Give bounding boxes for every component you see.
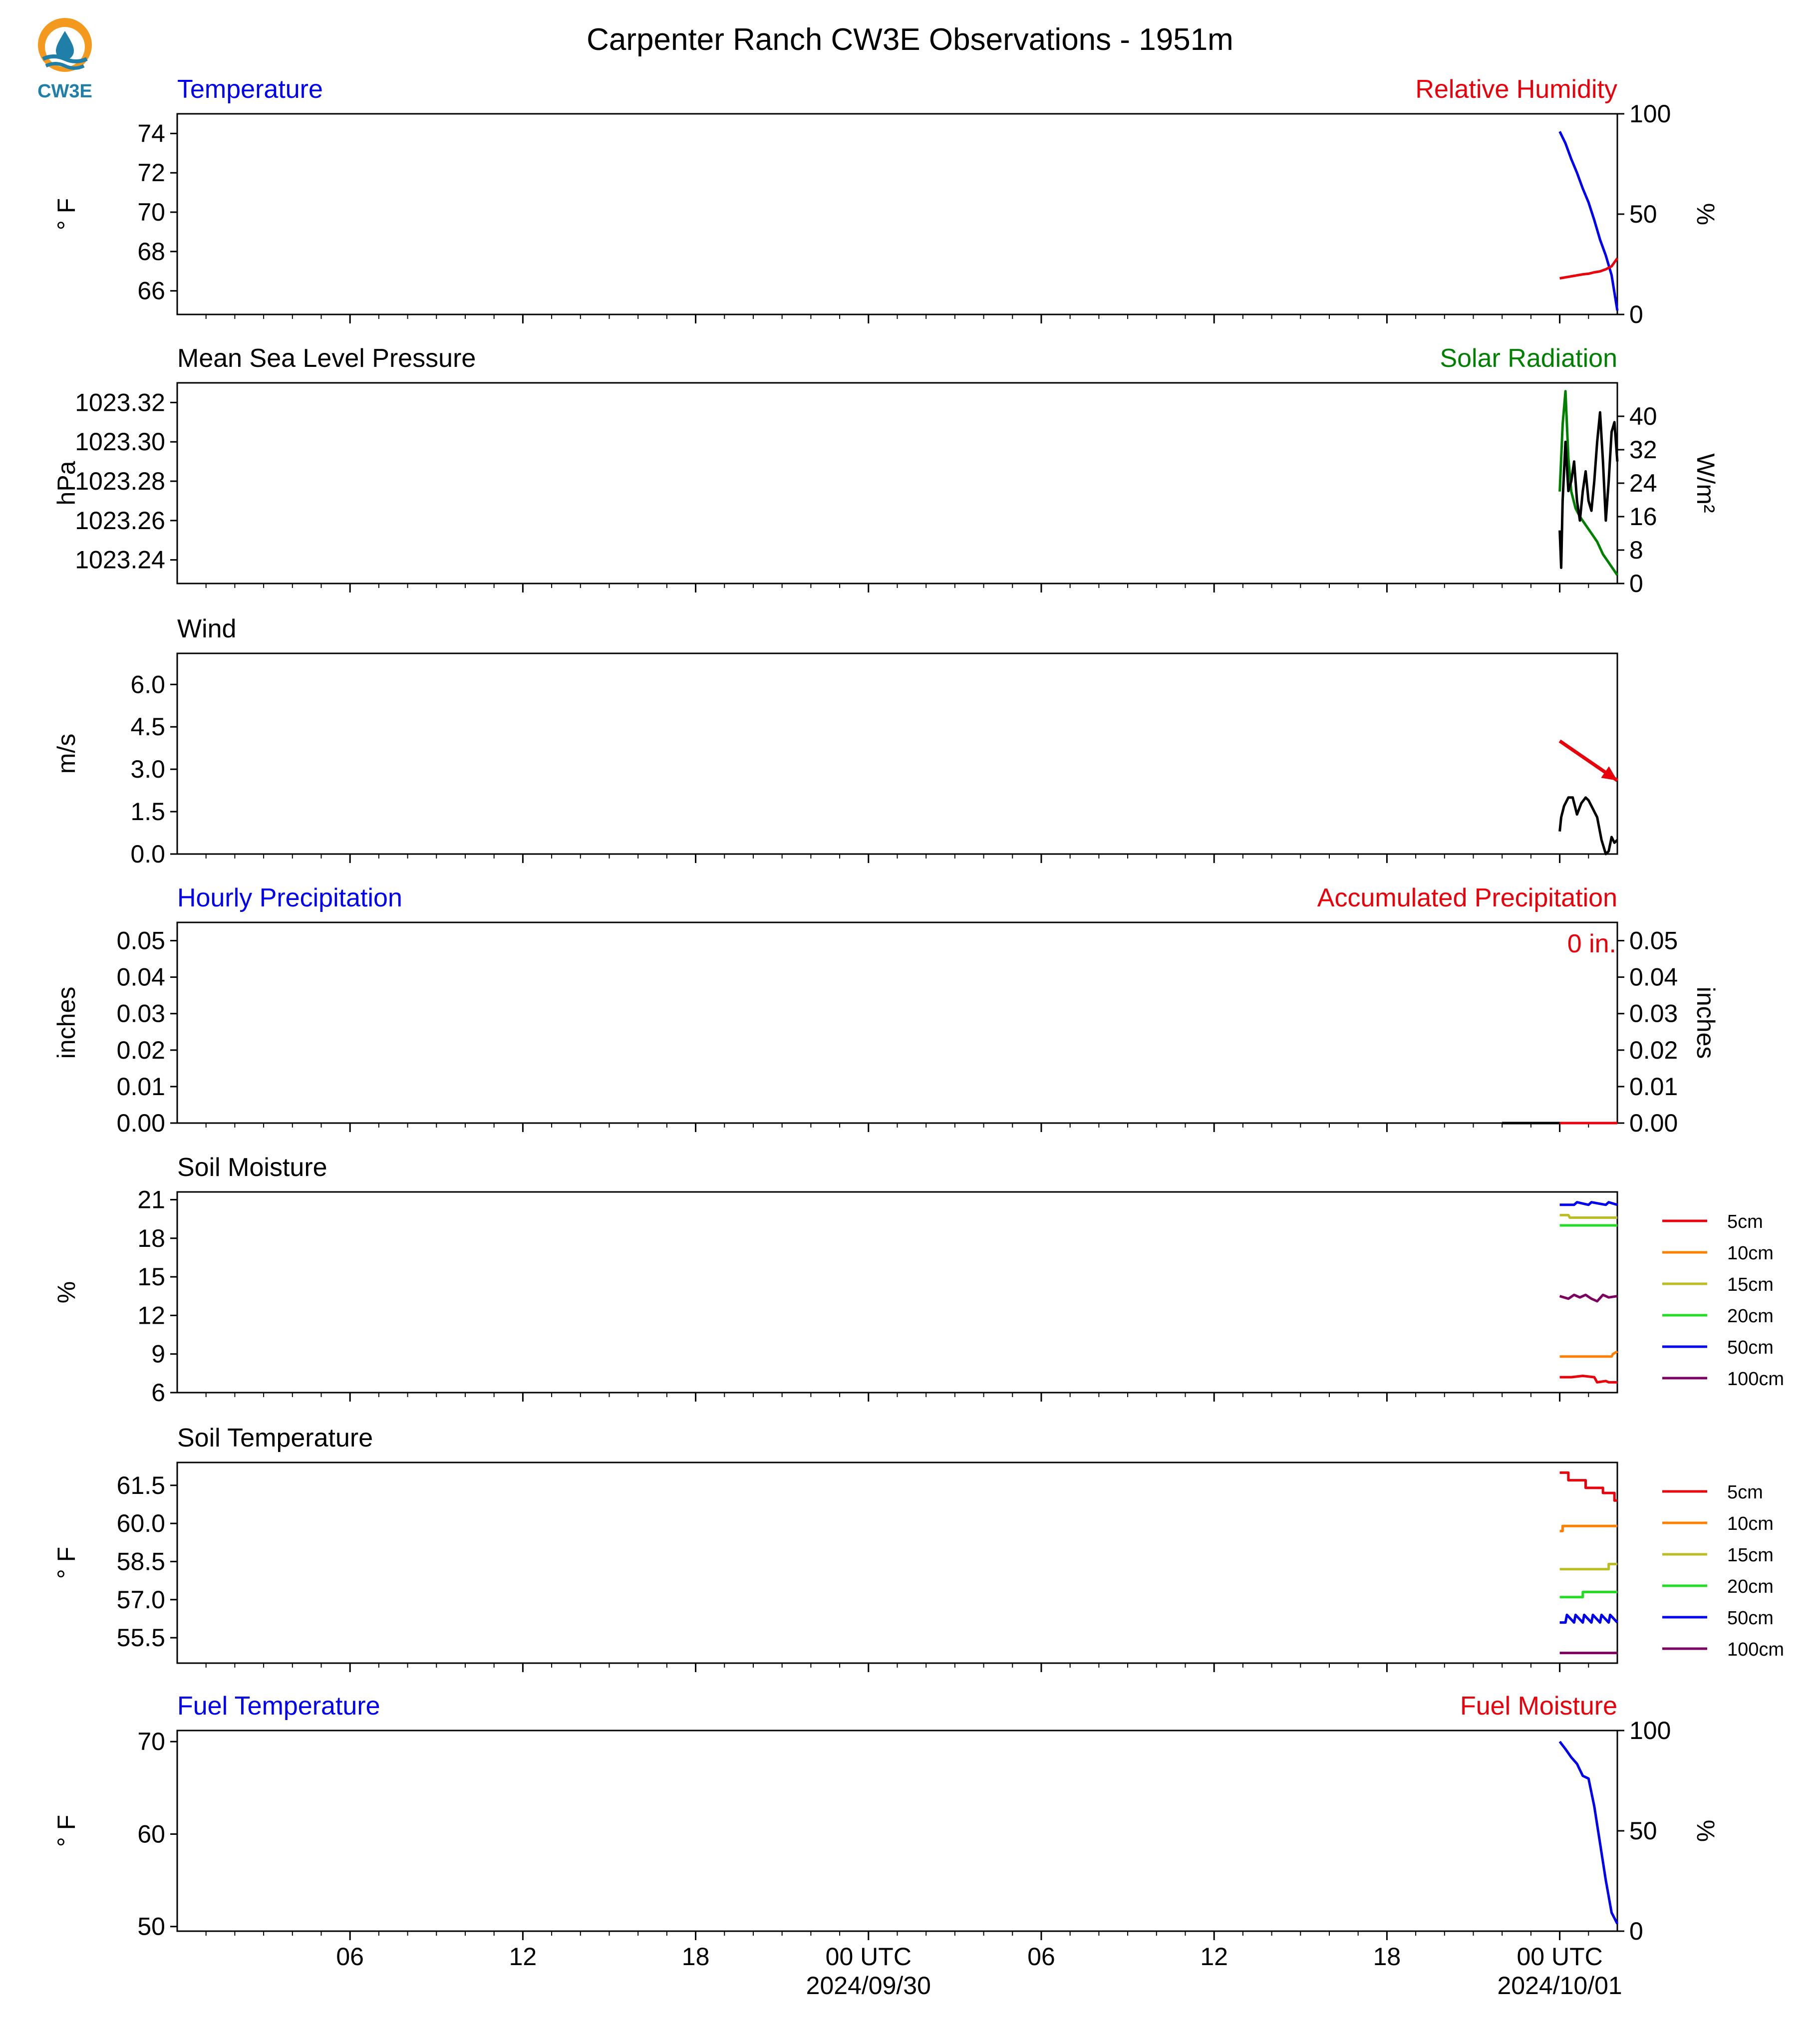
series-50cm	[1560, 1202, 1617, 1205]
y-tick-label: 3.0	[130, 755, 165, 784]
series-15cm	[1560, 1215, 1617, 1217]
legend-label: 5cm	[1727, 1211, 1763, 1232]
series-5cm	[1560, 1376, 1617, 1383]
y-tick-label: 1023.32	[75, 388, 165, 417]
y2-axis-label: W/m²	[1692, 453, 1720, 513]
y-tick-label: 21	[137, 1185, 165, 1214]
y-axis-label: inches	[52, 986, 80, 1059]
x-tick-label: 06	[1027, 1943, 1055, 1971]
legend-label: 100cm	[1727, 1639, 1785, 1660]
y2-tick-label: 50	[1629, 1817, 1657, 1845]
legend-label: 10cm	[1727, 1513, 1774, 1534]
y-tick-label: 6.0	[130, 670, 165, 699]
legend-label: 10cm	[1727, 1243, 1774, 1264]
y-tick-label: 15	[137, 1263, 165, 1291]
panel-title-right: Solar Radiation	[1440, 344, 1617, 373]
plot-frame	[177, 383, 1617, 583]
plot-frame	[177, 1731, 1617, 1931]
legend-label: 50cm	[1727, 1337, 1774, 1358]
panel-title-left: Hourly Precipitation	[177, 883, 402, 912]
panel-title-left: Mean Sea Level Pressure	[177, 344, 476, 373]
cw3e-logo	[37, 18, 92, 102]
y2-tick-label: 40	[1629, 402, 1657, 430]
panel-soil_temp	[52, 1424, 1784, 1672]
y-tick-label: 0.05	[116, 926, 165, 955]
y2-tick-label: 100	[1629, 100, 1671, 128]
x-tick-label: 12	[1200, 1943, 1228, 1971]
legend-label: 5cm	[1727, 1482, 1763, 1503]
y-tick-label: 0.0	[130, 840, 165, 868]
plot-frame	[177, 1192, 1617, 1393]
x-tick-label: 12	[509, 1943, 537, 1971]
legend-label: 20cm	[1727, 1306, 1774, 1327]
legend-label: 50cm	[1727, 1608, 1774, 1629]
panel-title-left: Soil Moisture	[177, 1153, 327, 1182]
panel-title-left: Fuel Temperature	[177, 1692, 380, 1721]
y2-tick-label: 50	[1629, 200, 1657, 228]
y2-axis-label: %	[1692, 203, 1720, 226]
plot-frame	[177, 1462, 1617, 1663]
series-20cm	[1560, 1592, 1617, 1597]
series-15cm	[1560, 1564, 1617, 1569]
panel-wind	[52, 614, 1617, 868]
panel-title-left: Soil Temperature	[177, 1424, 373, 1452]
y-tick-label: 1023.28	[75, 467, 165, 496]
y2-tick-label: 100	[1629, 1717, 1671, 1744]
figure-title: Carpenter Ranch CW3E Observations - 1951m	[587, 22, 1233, 57]
x-date-label: 2024/09/30	[806, 1972, 931, 2000]
y-tick-label: 70	[137, 198, 165, 227]
y-tick-label: 55.5	[116, 1624, 165, 1652]
series-fuel-temperature	[1560, 1741, 1617, 1924]
series-wind-speed	[1560, 798, 1617, 854]
y2-axis-label: %	[1692, 1819, 1720, 1842]
series-temperature	[1560, 132, 1617, 311]
panel-precip	[52, 883, 1720, 1137]
y-tick-label: 60	[137, 1820, 165, 1848]
legend-label: 15cm	[1727, 1274, 1774, 1295]
y2-tick-label: 8	[1629, 536, 1643, 564]
y-tick-label: 0.03	[116, 999, 165, 1028]
y-tick-label: 50	[137, 1912, 165, 1941]
panel-title-right: Accumulated Precipitation	[1317, 883, 1617, 912]
y-tick-label: 18	[137, 1224, 165, 1252]
y2-tick-label: 24	[1629, 469, 1657, 497]
y2-tick-label: 0	[1629, 1917, 1643, 1945]
y-tick-label: 72	[137, 159, 165, 187]
y-tick-label: 57.0	[116, 1585, 165, 1614]
y-tick-label: 0.02	[116, 1036, 165, 1064]
y-tick-label: 4.5	[130, 713, 165, 741]
wind-arrow-head	[1601, 766, 1617, 781]
y2-tick-label: 16	[1629, 503, 1657, 531]
series-10cm	[1560, 1352, 1617, 1357]
y-axis-label: ° F	[52, 198, 80, 231]
cw3e-logo-icon	[38, 18, 92, 72]
y2-tick-label: 0	[1629, 570, 1643, 597]
y2-tick-label: 0.03	[1629, 999, 1678, 1028]
y-tick-label: 6	[151, 1379, 165, 1407]
x-tick-label: 06	[336, 1943, 364, 1971]
y-tick-label: 12	[137, 1301, 165, 1330]
y2-tick-label: 0.04	[1629, 963, 1678, 991]
y-tick-label: 68	[137, 237, 165, 266]
panel-title-left: Wind	[177, 614, 237, 643]
logo-text: CW3E	[37, 81, 92, 102]
y-tick-label: 66	[137, 277, 165, 305]
panel-title-left: Temperature	[177, 75, 323, 104]
y-axis-label: ° F	[52, 1546, 80, 1579]
panel-pressure_solar	[52, 344, 1720, 597]
plot-frame	[177, 114, 1617, 314]
y2-axis-label: inches	[1692, 986, 1720, 1059]
y2-tick-label: 0.00	[1629, 1109, 1678, 1137]
y-tick-label: 0.00	[116, 1109, 165, 1137]
y-axis-label: %	[52, 1281, 80, 1304]
y-axis-label: hPa	[52, 461, 80, 506]
x-tick-label: 00 UTC	[825, 1943, 911, 1971]
legend-label: 15cm	[1727, 1545, 1774, 1566]
y2-tick-label: 32	[1629, 436, 1657, 464]
series-50cm	[1560, 1615, 1617, 1622]
y-tick-label: 1.5	[130, 798, 165, 826]
accumulated-total-label: 0 in.	[1567, 929, 1616, 958]
y-tick-label: 1023.24	[75, 546, 165, 574]
y-tick-label: 0.04	[116, 963, 165, 991]
legend-label: 100cm	[1727, 1369, 1785, 1390]
y-tick-label: 58.5	[116, 1547, 165, 1576]
x-date-label: 2024/10/01	[1497, 1972, 1622, 2000]
y-tick-label: 61.5	[116, 1471, 165, 1499]
y-tick-label: 0.01	[116, 1072, 165, 1101]
y-axis-label: m/s	[52, 733, 80, 774]
y-tick-label: 70	[137, 1728, 165, 1756]
y2-tick-label: 0.01	[1629, 1072, 1678, 1101]
panel-soil_moisture	[52, 1153, 1784, 1407]
y2-tick-label: 0	[1629, 300, 1643, 328]
chart-panels	[52, 75, 1784, 2000]
y-tick-label: 60.0	[116, 1509, 165, 1538]
y-tick-label: 1023.30	[75, 428, 165, 456]
x-tick-label: 00 UTC	[1517, 1943, 1603, 1971]
panel-title-right: Relative Humidity	[1415, 75, 1617, 104]
x-tick-label: 18	[681, 1943, 710, 1971]
series-100cm	[1560, 1295, 1617, 1301]
legend-label: 20cm	[1727, 1576, 1774, 1597]
y-tick-label: 1023.26	[75, 506, 165, 535]
y-tick-label: 74	[137, 119, 165, 148]
y-axis-label: ° F	[52, 1814, 80, 1847]
panel-temp_rh	[52, 75, 1720, 328]
panel-title-right: Fuel Moisture	[1460, 1692, 1617, 1721]
y2-tick-label: 0.05	[1629, 926, 1678, 955]
plot-frame	[177, 653, 1617, 854]
series-5cm	[1560, 1472, 1617, 1500]
y-tick-label: 9	[151, 1340, 165, 1368]
panel-fuel	[52, 1692, 1720, 2000]
plot-frame	[177, 922, 1617, 1123]
series-10cm	[1560, 1526, 1617, 1531]
x-tick-label: 18	[1373, 1943, 1401, 1971]
y2-tick-label: 0.02	[1629, 1036, 1678, 1064]
